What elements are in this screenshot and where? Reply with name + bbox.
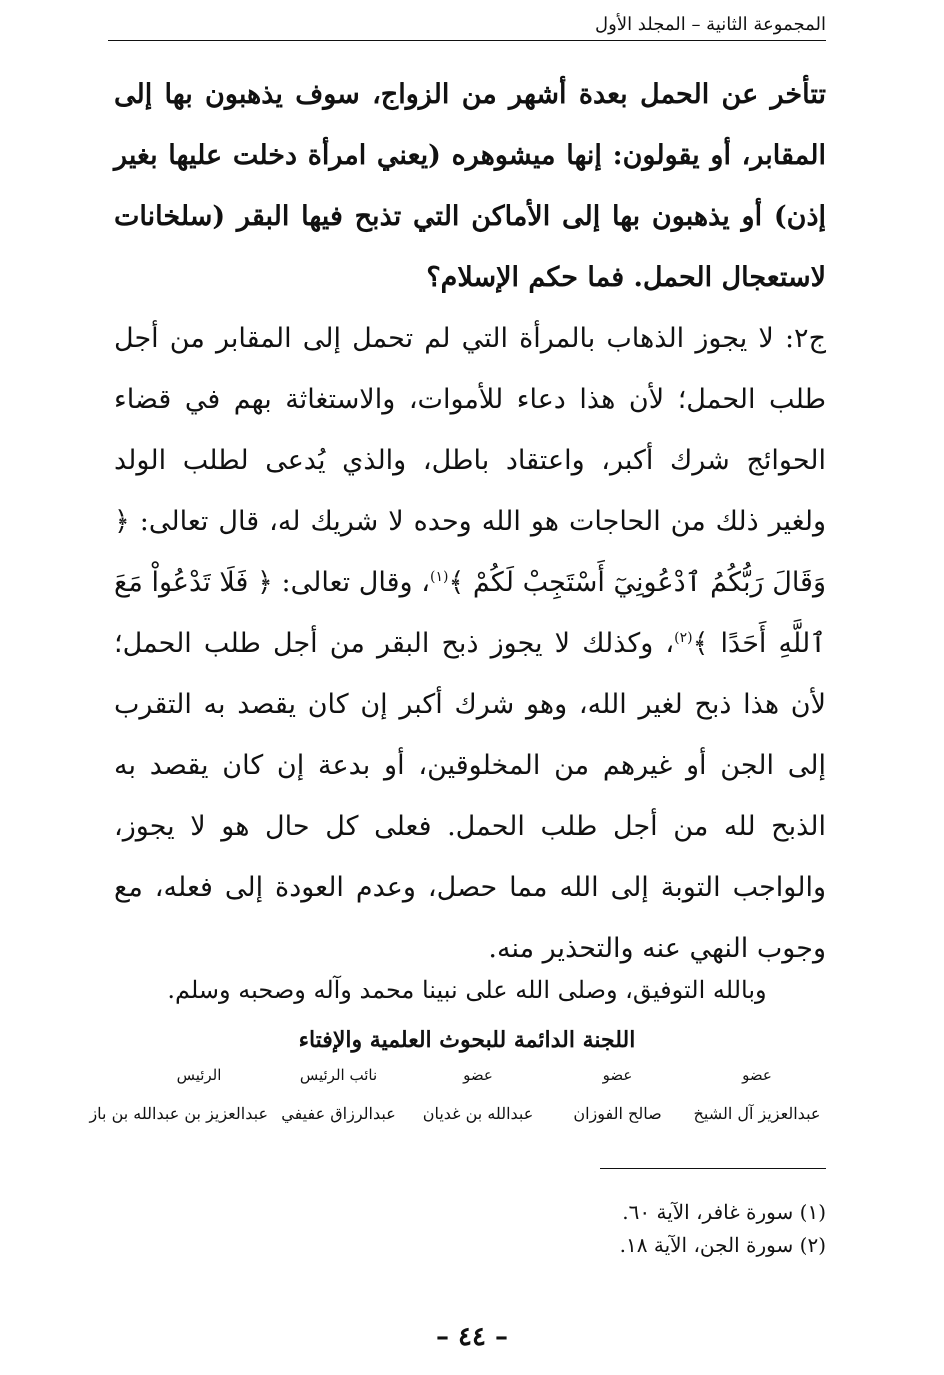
footnote-ref-1: (١) [429,569,449,585]
closing-line: وبالله التوفيق، وصلى الله على نبينا محمد وآله وصحبه وسلم. [167,976,767,1004]
signatory-names [89,1104,826,1123]
answer-part-3: ، وكذلك لا يجوز ذبح البقر من أجل طلب الحمل؛ لأن هذا ذبح لغير الله، وهو شرك أكبر إن كان يقصد به التقرب إلى الجن أو غيرهم من المخلوقين، أو بدعة إن كان يقصد به الذبح لله من أجل طلب الحمل. فعلى كل حال هو لا يجوز، والواجب التوبة إلى الله مما حصل، وعدم العودة إلى فعله، مع وجوب النهي عنه والتحذير منه. [114,628,826,964]
running-header: المجموعة الثانية – المجلد الأول [595,14,826,35]
answer-part-1: ج٢: لا يجوز الذهاب بالمرأة التي لم تحمل إلى المقابر من أجل طلب الحمل؛ لأن هذا دعاء للأموات، والاستغاثة بهم في قضاء الحوائج شرك أكبر، واعتقاد باطل، والذي يُدعى لطلب الولد ولغير ذلك من الحاجات هو الله وحده لا شريك له، قال تعالى: [114,323,826,537]
committee-title: اللجنة الدائمة للبحوث العلمية والإفتاء [298,1027,636,1053]
footnote-rule [600,1168,826,1169]
quran-verse-1: ﴿ وَقَالَ رَبُّكُمُ ٱدْعُونِيٓ أَسْتَجِبْ لَكُمْ ﴾ [114,506,826,598]
signatory-name: عبدالله بن غديان [422,1104,534,1123]
signatory-name: عبدالرزاق عفيفي [281,1104,396,1123]
fatwa-body [114,64,826,979]
footnote-ref-2: (٢) [674,630,693,646]
signatory-name: عبدالعزيز بن عبدالله بن باز [89,1104,268,1123]
signatory-title: عضو [742,1066,772,1084]
page-number: – ٤٤ – [435,1322,509,1352]
footnote-2: (٢) سورة الجن، الآية ١٨. [619,1233,826,1257]
header-rule [108,40,826,41]
signatory-title: الرئيس [176,1066,222,1084]
signatory-title: عضو [602,1066,633,1084]
footnotes [620,1196,826,1262]
signatory-name: عبدالعزيز آل الشيخ [693,1104,821,1123]
signatory-title: نائب الرئيس [299,1066,378,1084]
signatory-title: عضو [463,1066,493,1084]
footnote-1: (١) سورة غافر، الآية ٦٠. [622,1200,826,1224]
signatory-titles [130,1066,826,1084]
question-text: تتأخر عن الحمل بعدة أشهر من الزواج، سوف يذهبون بها إلى المقابر، أو يقولون: إنها ميشوهره (يعني امرأة دخلت عليها بغير إذن) أو يذهبون بها إلى الأماكن التي تذبح فيها البقر (سلخانات لاستعجال الحمل. فما حكم الإسلام؟ [114,79,826,293]
answer-text [114,308,826,979]
quran-verse-2: ﴿ فَلَا تَدْعُواْ مَعَ ٱللَّهِ أَحَدًا ﴾ [114,567,826,659]
answer-part-2: ، وقال تعالى: [272,567,430,598]
signatory-name: صالح الفوزان [573,1104,662,1123]
